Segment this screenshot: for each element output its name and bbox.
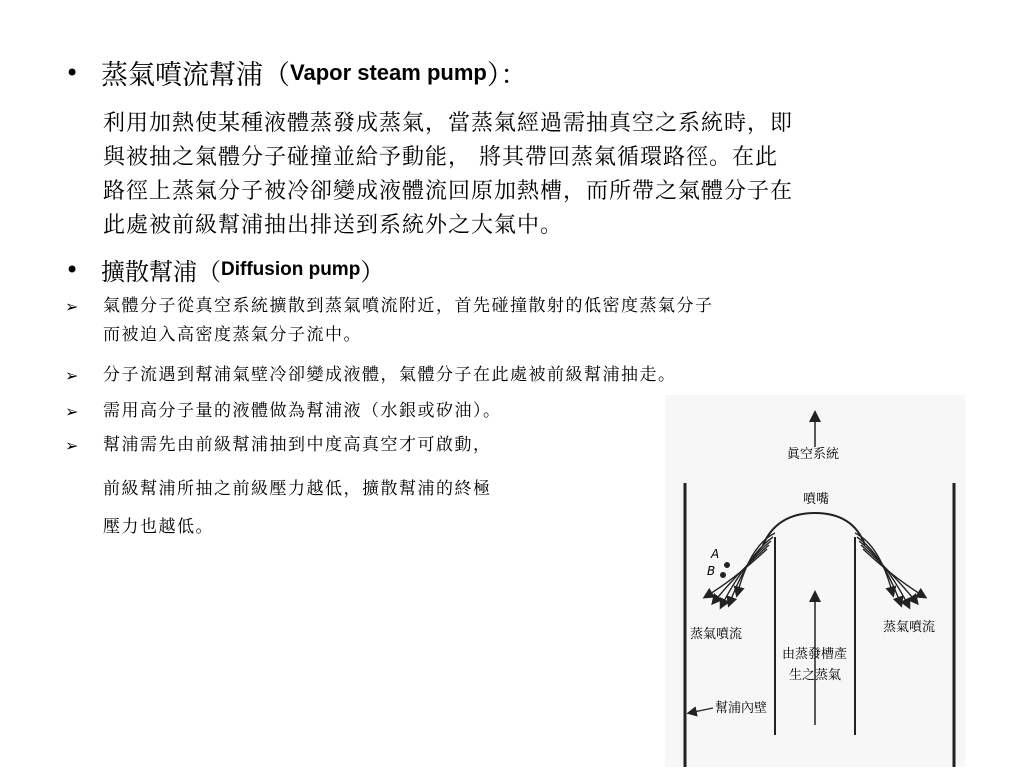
list-item-line: 幫浦需先由前級幫浦抽到中度高真空才可啟動，: [103, 435, 492, 455]
vacuum-system-label: 眞空系統: [787, 447, 840, 462]
bullet-icon: •: [65, 58, 80, 87]
list-item-line: 需用高分子量的液體做為幫浦液（水銀或矽油）。: [103, 401, 502, 421]
diffusion-pump-title-end: ）: [360, 258, 385, 286]
jet-right-label: 蒸氣噴流: [883, 620, 936, 635]
list-item: [65, 361, 677, 390]
list-item-line: 氣體分子從真空系統擴散到蒸氣噴流附近，首先碰撞散射的低密度蒸氣分子: [103, 296, 714, 316]
list-item: [65, 397, 502, 426]
diffusion-pump-heading: [65, 252, 384, 287]
vapor-pump-title-en: Vapor steam pump: [290, 59, 487, 85]
vapor-pump-heading: [65, 53, 527, 92]
diffusion-pump-title-zh: 擴散幫浦（: [101, 258, 221, 286]
continuation-line: 壓力也越低。: [103, 517, 214, 537]
list-item: [65, 431, 492, 460]
list-item: [65, 292, 714, 350]
molecule-a-dot: [724, 562, 730, 568]
paragraph-line: 此處被前級幫浦抽出排送到系統外之大氣中。: [103, 213, 564, 238]
paragraph-line: 路徑上蒸氣分子被冷卻變成液體流回原加熱槽，而所帶之氣體分子在: [103, 179, 794, 204]
inner-wall-label: 幫浦內壁: [715, 701, 768, 716]
vapor-pump-title-zh: 蒸氣噴流幫浦（: [101, 60, 290, 91]
diffusion-pump-diagram: [665, 395, 965, 767]
bullet-icon: •: [65, 255, 80, 284]
point-a-label: A: [711, 547, 720, 561]
vapor-pump-paragraph: [103, 107, 963, 243]
arrow-bullet-icon: ➢: [65, 436, 80, 455]
continuation-line: 前級幫浦所抽之前級壓力越低，擴散幫浦的終極: [103, 479, 492, 499]
arrow-bullet-icon: ➢: [65, 402, 80, 421]
paragraph-line: 與被抽之氣體分子碰撞並給予動能， 將其帶回蒸氣循環路徑。在此: [103, 145, 778, 170]
jet-left-label: 蒸氣噴流: [690, 627, 743, 642]
arrow-bullet-icon: ➢: [65, 366, 80, 385]
vapor-source-label-2: 生之蒸氣: [789, 668, 842, 683]
vapor-source-label-1: 由蒸發槽產: [782, 647, 848, 662]
paragraph-line: 利用加熱使某種液體蒸發成蒸氣，當蒸氣經過需抽真空之系統時，即: [103, 111, 794, 136]
diffusion-pump-title-en: Diffusion pump: [221, 258, 361, 280]
molecule-b-dot: [720, 572, 726, 578]
arrow-bullet-icon: ➢: [65, 297, 80, 316]
list-item-line: 而被迫入高密度蒸氣分子流中。: [103, 325, 362, 345]
point-b-label: B: [707, 564, 716, 578]
list-item-line: 分子流遇到幫浦氣壁冷卻變成液體，氣體分子在此處被前級幫浦抽走。: [103, 365, 677, 385]
vapor-pump-title-end: ）：: [486, 60, 528, 91]
nozzle-label: 噴嘴: [803, 492, 830, 507]
